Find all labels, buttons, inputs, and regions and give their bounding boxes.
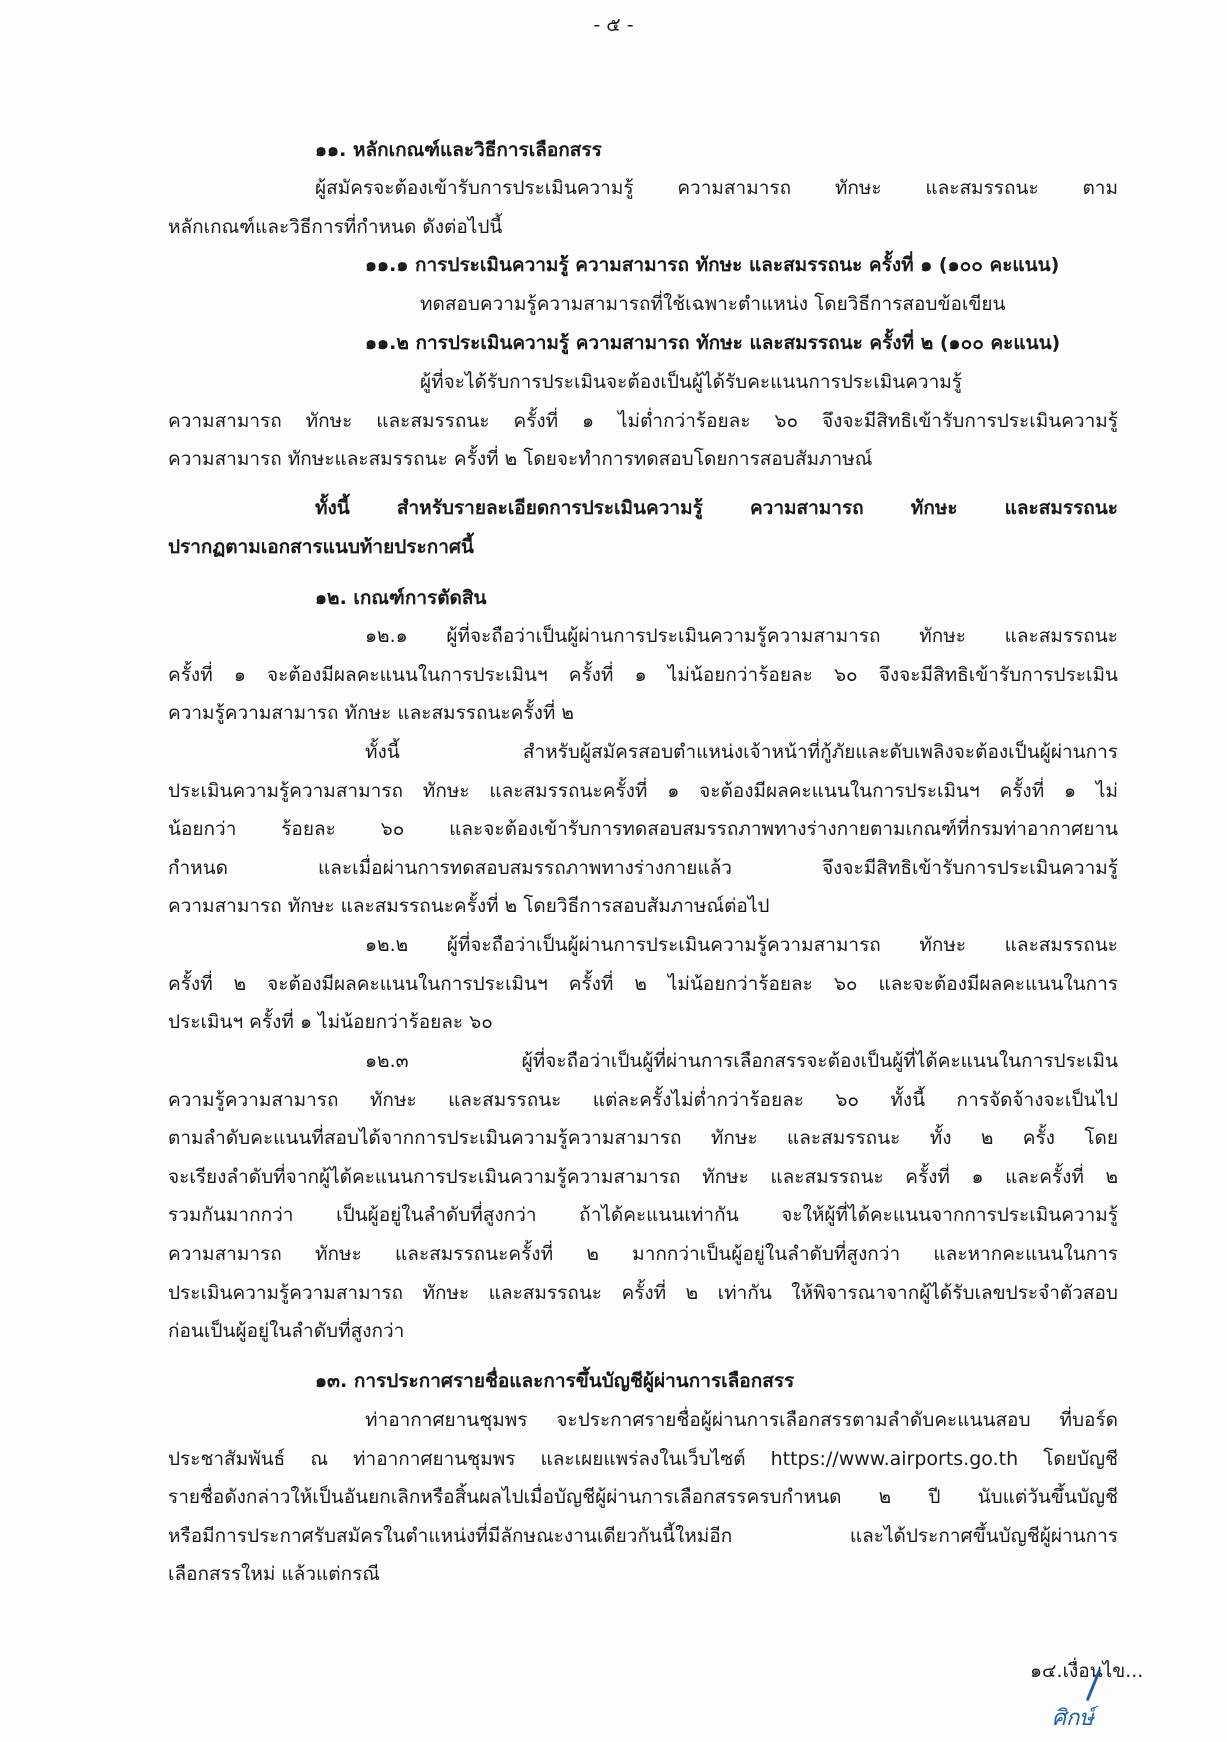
section-12-1-note: ประเมินความรู้ความสามารถ ทักษะ และสมรรถนะครั้งที่ ๑ จะต้องมีผลคะแนนในการประเมินฯ ครั้งที่ ๑ ไม่ (168, 780, 1118, 802)
section-11-2-text: ผู้ที่จะได้รับการประเมินจะต้องเป็นผู้ได้รับคะแนนการประเมินความรู้ (420, 371, 962, 393)
section-12-2-text: ประเมินฯ ครั้งที่ ๑ ไม่น้อยกว่าร้อยละ ๖๐ (168, 1011, 493, 1033)
section-12-1-note: ความสามารถ ทักษะ และสมรรถนะครั้งที่ ๒ โดยวิธีการสอบสัมภาษณ์ต่อไป (168, 895, 770, 917)
section-11-note: ทั้งนี้ สำหรับรายละเอียดการประเมินความรู้ ความสามารถ ทักษะ และสมรรถนะ (315, 497, 1118, 519)
section-12-2-text: ครั้งที่ ๒ จะต้องมีผลคะแนนในการประเมินฯ ครั้งที่ ๒ ไม่น้อยกว่าร้อยละ ๖๐ และจะต้องมีผลคะแนนในการ (168, 973, 1118, 995)
section-11-intro-line: ผู้สมัครจะต้องเข้ารับการประเมินความรู้ ความสามารถ ทักษะ และสมรรถนะ ตาม (315, 177, 1118, 199)
section-13-text: รายชื่อดังกล่าวให้เป็นอันยกเลิกหรือสิ้นผลไปเมื่อบัญชีผู้ผ่านการเลือกสรรครบกำหนด ๒ ปี นับแต่วันขึ้นบัญชี (168, 1486, 1118, 1508)
section-12-3-text: จะเรียงลำดับที่จากผู้ได้คะแนนการประเมินความรู้ความสามารถ ทักษะ และสมรรถนะ ครั้งที่ ๑ และครั้งที่ ๒ (168, 1166, 1118, 1188)
section-12-3-text: ความรู้ความสามารถ ทักษะ และสมรรถนะ แต่ละครั้งไม่ต่ำกว่าร้อยละ ๖๐ ทั้งนี้ การจัดจ้างจะเป็นไป (168, 1089, 1118, 1111)
section-11-2-heading: ๑๑.๒ การประเมินความรู้ ความสามารถ ทักษะ และสมรรถนะ ครั้งที่ ๒ (๑๐๐ คะแนน) (365, 332, 1061, 354)
section-13-text: เลือกสรรใหม่ แล้วแต่กรณี (168, 1563, 380, 1585)
section-12-3-text: ประเมินความรู้ความสามารถ ทักษะ และสมรรถนะ ครั้งที่ ๒ เท่ากัน ให้พิจารณาจากผู้ได้รับเลขประจำตัวสอบ (168, 1282, 1118, 1304)
section-11-1-heading: ๑๑.๑ การประเมินความรู้ ความสามารถ ทักษะ และสมรรถนะ ครั้งที่ ๑ (๑๐๐ คะแนน) (365, 254, 1060, 276)
section-12-3-text: รวมกันมากกว่า เป็นผู้อยู่ในลำดับที่สูงกว่า ถ้าได้คะแนนเท่ากัน จะให้ผู้ที่ได้คะแนนจากการประเมินความรู้ (168, 1204, 1118, 1226)
section-11-2-text: ความสามารถ ทักษะและสมรรถนะ ครั้งที่ ๒ โดยจะทำการทดสอบโดยการสอบสัมภาษณ์ (168, 448, 873, 470)
section-11-1-text: ทดสอบความรู้ความสามารถที่ใช้เฉพาะตำแหน่ง โดยวิธีการสอบข้อเขียน (420, 293, 1006, 315)
section-11-note: ปรากฏตามเอกสารแนบท้ายประกาศนี้ (168, 536, 474, 558)
section-12-3-text: ความสามารถ ทักษะ และสมรรถนะครั้งที่ ๒ มากกว่าเป็นผู้อยู่ในลำดับที่สูงกว่า และหากคะแนนในการ (168, 1243, 1118, 1265)
section-11-2-text: ความสามารถ ทักษะ และสมรรถนะ ครั้งที่ ๑ ไม่ต่ำกว่าร้อยละ ๖๐ จึงจะมีสิทธิเข้ารับการประเมินความรู้ (168, 410, 1118, 432)
section-12-3-text: ก่อนเป็นผู้อยู่ในลำดับที่สูงกว่า (168, 1320, 405, 1342)
section-12-3-text: ๑๒.๓ ผู้ที่จะถือว่าเป็นผู้ที่ผ่านการเลือกสรรจะต้องเป็นผู้ที่ได้คะแนนในการประเมิน (365, 1050, 1118, 1072)
section-13-text: ประชาสัมพันธ์ ณ ท่าอากาศยานชุมพร และเผยแพร่ลงในเว็บไซต์ https://www.airports.go.th โดยบัญชี (168, 1448, 1118, 1470)
page-number: - ๕ - (593, 14, 634, 36)
signature-initials: ศิกษ์ (1052, 1706, 1094, 1731)
section-12-heading: ๑๒. เกณฑ์การตัดสิน (315, 587, 487, 609)
section-12-2-text: ๑๒.๒ ผู้ที่จะถือว่าเป็นผู้ผ่านการประเมินความรู้ความสามารถ ทักษะ และสมรรถนะ (365, 934, 1118, 956)
section-12-1-note: ทั้งนี้ สำหรับผู้สมัครสอบตำแหน่งเจ้าหน้าที่กู้ภัยและดับเพลิงจะต้องเป็นผู้ผ่านการ (365, 741, 1118, 763)
section-13-heading: ๑๓. การประกาศรายชื่อและการขึ้นบัญชีผู้ผ่านการเลือกสรร (315, 1370, 795, 1392)
section-12-3-text: ตามลำดับคะแนนที่สอบได้จากการประเมินความรู้ความสามารถ ทักษะ และสมรรถนะ ทั้ง ๒ ครั้ง โดย (168, 1127, 1118, 1149)
section-12-1-note: น้อยกว่า ร้อยละ ๖๐ และจะต้องเข้ารับการทดสอบสมรรถภาพทางร่างกายตามเกณฑ์ที่กรมท่าอากาศยาน (168, 818, 1118, 840)
section-12-1-text: ความรู้ความสามารถ ทักษะ และสมรรถนะครั้งที่ ๒ (168, 702, 574, 724)
section-13-text: ท่าอากาศยานชุมพร จะประกาศรายชื่อผู้ผ่านการเลือกสรรตามลำดับคะแนนสอบ ที่บอร์ด (365, 1409, 1118, 1431)
section-12-1-text: ๑๒.๑ ผู้ที่จะถือว่าเป็นผู้ผ่านการประเมินความรู้ความสามารถ ทักษะ และสมรรถนะ (365, 625, 1118, 647)
section-13-text: หรือมีการประกาศรับสมัครในตำแหน่งที่มีลักษณะงานเดียวกันนี้ใหม่อีก และได้ประกาศขึ้นบัญชีผู้ผ่านการ (168, 1525, 1118, 1547)
continuation-marker: ๑๔.เงื่อนไข... (1030, 1660, 1144, 1682)
section-11-heading: ๑๑. หลักเกณฑ์และวิธีการเลือกสรร (315, 139, 602, 161)
section-12-1-text: ครั้งที่ ๑ จะต้องมีผลคะแนนในการประเมินฯ ครั้งที่ ๑ ไม่น้อยกว่าร้อยละ ๖๐ จึงจะมีสิทธิเข้ารับการประเมิน (168, 664, 1118, 686)
section-11-intro-line: หลักเกณฑ์และวิธีการที่กำหนด ดังต่อไปนี้ (168, 216, 503, 238)
section-12-1-note: กำหนด และเมื่อผ่านการทดสอบสมรรถภาพทางร่างกายแล้ว จึงจะมีสิทธิเข้ารับการประเมินความรู้ (168, 857, 1118, 879)
